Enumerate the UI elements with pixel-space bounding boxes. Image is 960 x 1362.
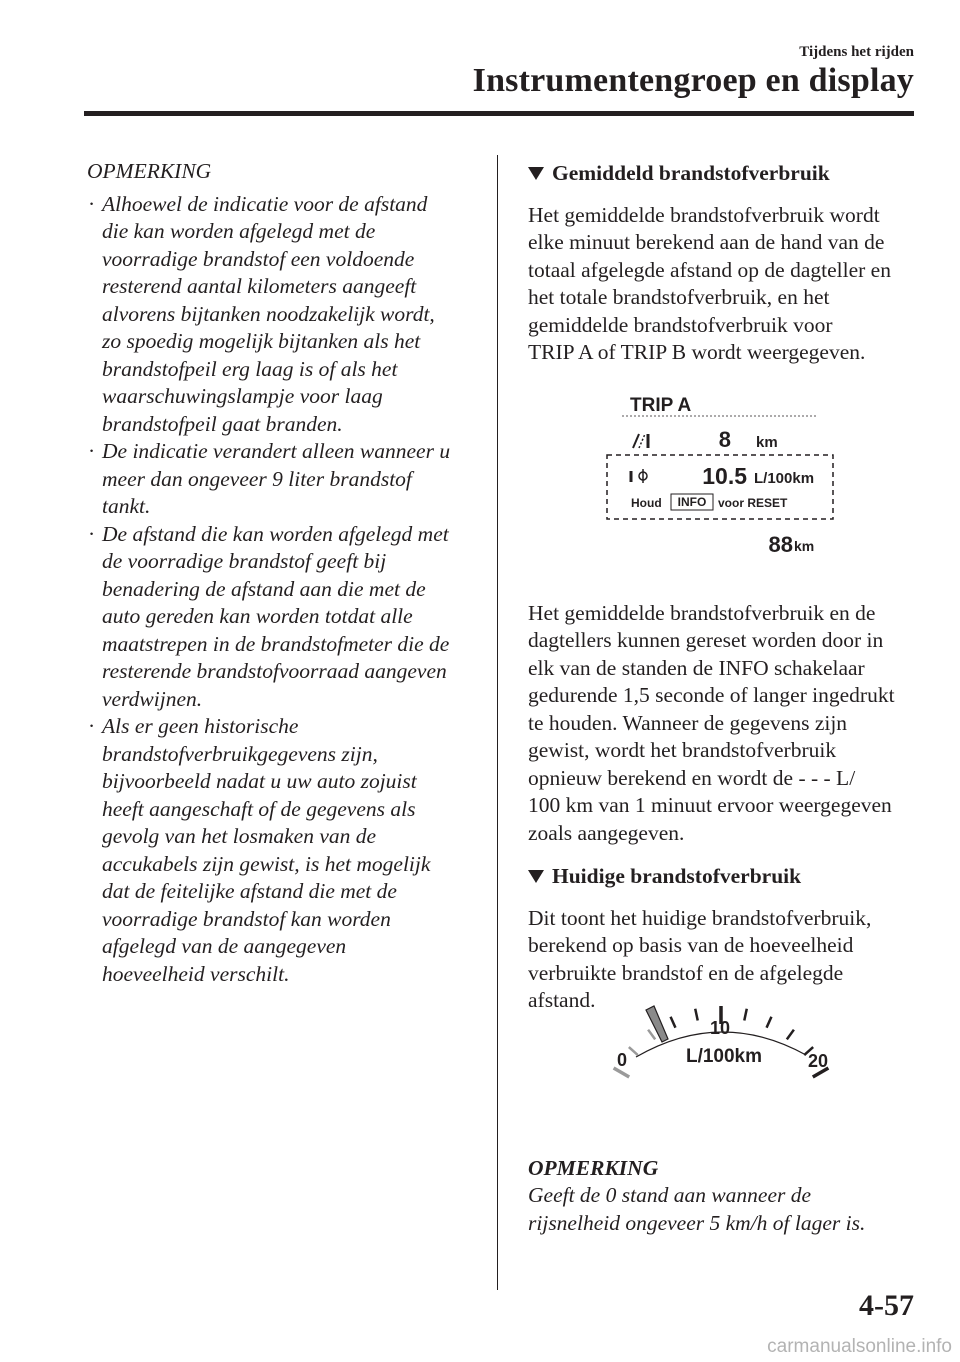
gauge-tick <box>648 1030 655 1040</box>
note-bullet-list <box>84 191 482 989</box>
text-line: benadering de afstand aan die met de <box>102 576 426 601</box>
text-line: alvorens bijtanken noodzakelijk wordt, <box>102 301 435 326</box>
text-line: brandstofpeil erg laag is of als het <box>102 356 398 381</box>
text-line: waarschuwingslampje voor laag <box>102 384 383 408</box>
gauge-max-label: 20 <box>807 1051 829 1071</box>
text-line: auto gereden kan worden totdat alle <box>102 604 413 628</box>
text-line: te houden. Wanneer de gegevens zijn <box>528 710 848 735</box>
gauge-unit-label: L/100km <box>685 1046 763 1067</box>
trip-label: TRIP A <box>630 395 692 416</box>
triangle-down-icon <box>528 870 544 883</box>
text-line: het totale brandstofverbruik, en het <box>528 285 830 309</box>
gauge-tick <box>787 1030 794 1040</box>
text-line: gedurende 1,5 seconde of langer ingedrukt <box>528 683 895 707</box>
text-line: dagtellers kunnen gereset worden door in <box>528 628 884 652</box>
note-heading-right: OPMERKING <box>528 1155 659 1180</box>
text-line: De indicatie verandert alleen wanneer u <box>102 439 451 463</box>
text-line: Het gemiddelde brandstofverbruik wordt <box>528 202 880 227</box>
running-header-section: Tijdens het rijden <box>799 44 914 60</box>
text-line: opnieuw berekend en wordt de - - - L/ <box>528 765 856 790</box>
text-line: accukabels zijn gewist, is het mogelijk <box>102 851 431 876</box>
gauge-tick <box>695 1009 697 1021</box>
text-line: resterende brandstofvoorraad aangeven <box>102 659 447 683</box>
text-line: verdwijnen. <box>102 686 203 711</box>
paragraph-average-intro <box>528 202 918 367</box>
hold-text: Houd <box>631 496 662 510</box>
text-line: voorradige brandstof kan worden <box>102 906 391 931</box>
section-heading-current-text: Huidige brandstofverbruik <box>552 864 802 888</box>
text-line: zoals aangegeven. <box>528 820 685 845</box>
section-heading-average <box>528 160 918 188</box>
page-number: 4-57 <box>859 1289 914 1322</box>
running-header-title: Instrumentengroep en display <box>472 62 914 99</box>
fuel-consumption-gauge <box>596 980 846 1080</box>
text-line: afstand. <box>528 988 596 1012</box>
text-line: gemiddelde brandstofverbruik voor <box>528 312 833 337</box>
gauge-tick <box>629 1047 638 1055</box>
average-value: 10.5 <box>702 463 747 489</box>
note-bullet <box>84 191 482 439</box>
range-value: 88 <box>768 532 793 557</box>
text-line: resterend aantal kilometers aangeeft <box>102 274 417 298</box>
text-line: maatstrepen in de brandstofmeter die de <box>102 631 450 656</box>
text-line: gewist, wordt het brandstofverbruik <box>528 738 837 762</box>
text-line: elke minuut berekend aan de hand van de <box>528 230 885 254</box>
text-line: rijsnelheid ongeveer 5 km/h of lager is. <box>528 1210 866 1235</box>
text-line: Alhoewel de indicatie voor de afstand <box>102 191 428 216</box>
distance-value: 8 <box>718 427 731 452</box>
text-line: heeft aangeschaft of de gegevens als <box>102 796 416 821</box>
text-line: afgelegd van de aangegeven <box>102 934 347 958</box>
text-line: gevolg van het losmaken van de <box>102 824 377 848</box>
trip-meter-icon <box>633 434 648 448</box>
range-unit: km <box>794 538 815 554</box>
gauge-needle <box>646 1006 668 1042</box>
bullet-dot-icon: · <box>88 521 96 546</box>
text-line: meer dan ongeveer 9 liter brandstof <box>102 466 412 491</box>
gauge-tick <box>767 1017 772 1028</box>
distance-unit: km <box>756 434 778 451</box>
text-line: hoeveelheid verschilt. <box>102 961 290 986</box>
text-line: brandstofpeil gaat branden. <box>102 411 343 436</box>
note-bullet <box>84 438 482 521</box>
header-rule <box>84 111 914 116</box>
text-line: De afstand die kan worden afgelegd met <box>102 521 449 546</box>
trip-display-illustration <box>600 390 840 558</box>
text-line: totaal afgelegde afstand op de dagteller en <box>528 257 891 282</box>
text-line: bijvoorbeeld nadat u uw auto zojuist <box>102 769 417 793</box>
note-bullet <box>84 713 482 988</box>
gauge-tick <box>671 1017 676 1028</box>
section-heading-current <box>528 863 918 891</box>
gauge-mid-label: 10 <box>709 1018 731 1038</box>
text-line: zo spoedig mogelijk bijtanken als het <box>102 329 421 353</box>
text-line: voorradige brandstof een voldoende <box>102 246 415 271</box>
bullet-dot-icon: · <box>88 714 96 738</box>
note-bullet <box>84 521 482 714</box>
text-line: Geeft de 0 stand aan wanneer de <box>528 1183 812 1207</box>
fuel-pump-icon <box>631 469 647 483</box>
bullet-dot-icon: · <box>88 439 96 463</box>
gauge-min-label: 0 <box>616 1050 628 1070</box>
left-column <box>84 158 482 988</box>
text-line: die kan worden afgelegd met de <box>102 219 376 243</box>
text-line: Dit toont het huidige brandstofverbruik, <box>528 905 872 930</box>
average-unit: L/100km <box>754 470 815 487</box>
text-line: berekend op basis van de hoeveelheid <box>528 933 854 957</box>
reset-text: voor RESET <box>718 496 788 510</box>
info-button-text: INFO <box>677 495 707 509</box>
column-divider <box>497 155 498 1290</box>
text-line: elk van de standen de INFO schakelaar <box>528 655 865 680</box>
gauge-tick <box>744 1009 746 1021</box>
bullet-dot-icon: · <box>88 191 96 216</box>
paragraph-average-reset <box>528 600 918 848</box>
text-line: Als er geen historische <box>102 714 299 738</box>
note-heading: OPMERKING <box>87 159 212 183</box>
note-text-right <box>528 1182 918 1237</box>
text-line: tankt. <box>102 494 151 518</box>
text-line: dat de feitelijke afstand die met de <box>102 879 397 903</box>
text-line: Het gemiddelde brandstofverbruik en de <box>528 600 876 625</box>
text-line: verbruikte brandstof en de afgelegde <box>528 960 844 985</box>
triangle-down-icon <box>528 167 544 180</box>
text-line: TRIP A of TRIP B wordt weergegeven. <box>528 340 866 364</box>
watermark: carmanualsonline.info <box>767 1336 952 1357</box>
text-line: 100 km van 1 minuut ervoor weergegeven <box>528 793 892 817</box>
text-line: de voorradige brandstof geeft bij <box>102 549 387 573</box>
section-heading-average-text: Gemiddeld brandstofverbruik <box>552 161 830 185</box>
text-line: brandstofverbruikgegevens zijn, <box>102 741 378 766</box>
